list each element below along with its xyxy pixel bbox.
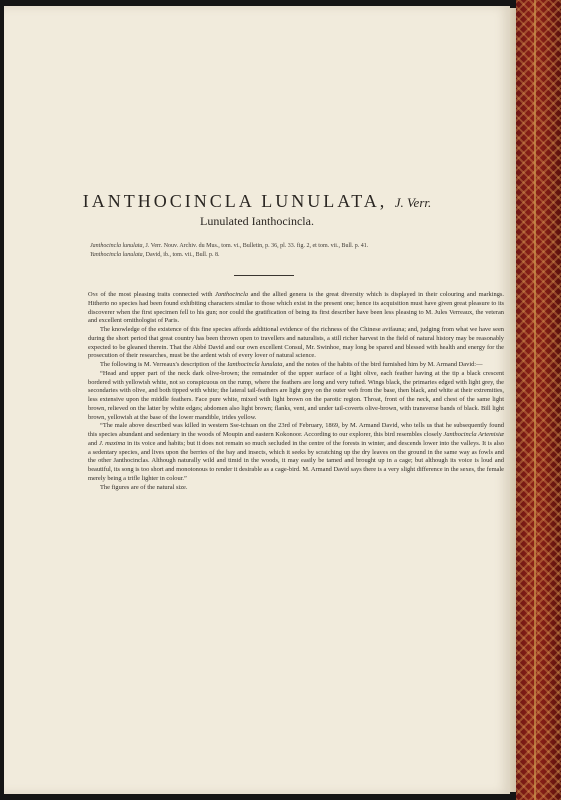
book-binding (516, 0, 561, 800)
synonym-name: Yanthocincla lunulata, (90, 252, 145, 258)
section-divider (234, 275, 294, 276)
text-run: , and the notes of the habits of the bird furnished him by M. Armand David:— (282, 361, 483, 368)
paragraph: The figures are of the natural size. (100, 483, 188, 491)
binding-gilt-line (534, 0, 536, 800)
synonymy-line (90, 242, 510, 251)
species-name: IANTHOCINCLA LUNULATA, (82, 191, 388, 211)
species-authority: J. Verr. (394, 195, 432, 210)
text-run: and the allied genera is the great diversity which is displayed in their colouring and markings. Hitherto no species had been found exhibiting characters similar to those which exist in the present one; hence its acquisition must have given great pleasure to its discoverer when the first specimen fell to his gun; nor could the gratification of being its first describer have been less pleasing to M. Jules Verreaux, the veteran and excellent ornithologist of Paris. (88, 291, 504, 325)
species-name-inline: J. maxima (98, 439, 126, 447)
synonymy-block (90, 242, 510, 260)
synonym-name: Janthocincla lunulata, (90, 243, 144, 249)
paragraph: “Head and upper part of the neck dark olive-brown; the remainder of the upper surface of a light olive, each feather having at the tip a black crescent bordered with yellowish white, not so conspicuous on the rump, where the feathers are long and very tufted. Wings black, the primaries edged with light grey, the secondaries with olive, and both tipped with white; the lateral tail-feathers are light grey on the outer web from the base, then black, and white at their extremities, less extensive upon the middle feathers. Face pure white, mixed with light brown on the parotic region. Throat, front of the neck, and chest of the same light brown, relieved on the latter by white edges; abdomen also light brown; flanks, vent, and under tail-coverts olive-brown, with transverse bands of black. Bill light brown, yellowish at the base of the lower mandible, irides yellow. (88, 369, 504, 421)
text-run: The following is M. Verreaux's description of the (100, 361, 228, 368)
paragraph (88, 422, 504, 483)
drop-word: One (88, 291, 98, 298)
synonymy-line (90, 251, 510, 260)
species-name-inline: Ianthocincla lunulata (227, 361, 283, 368)
text-run: “The male above described was killed in western Sse-tchuan on the 23rd of February, 1869, by M. Armand David, who tells us that he subsequently found this species abundant and sedentary in the woods of Moupin and eastern Kokonoor. According to our explorer, this bird resembles closely (88, 422, 504, 438)
common-name: Lunulated Ianthocincla. (200, 214, 314, 228)
text-run: of the most pleasing traits connected with (97, 291, 216, 298)
text-run: in its voice and habits; but it does not remain so much secluded in the centre of the forests in winter, and descends lower into the valleys. It is also a sedentary species, and lives upon the berries of the bay and insects, which it seeks by scratching up the dry leaves on the ground in the same way as fowls and the other Janthocinclas. Although naturally wild and timid in the woods, it may easily be tamed and brought up in a cage; but although its voice is loud and beautiful, its song is too short and monotonous to render it desirable as a cage-bird. M. Armand David says there is a very slight difference in the sexes, the female merely being a trifle lighter in colour.” (88, 439, 505, 482)
text-run: and (88, 439, 99, 447)
paragraph (88, 291, 504, 326)
paragraph: The knowledge of the existence of this fine species affords additional evidence of the richness of the Chinese avifauna; and, judging from what we have seen during the short period that great country has been thrown open to travellers and naturalists, a still richer harvest in the field of natural history may be reasonably expected to be gleaned therein. That the Abbé David and our own excellent Consul, Mr. Swinhoe, may long be spared and blessed with health and energy for the prosecution of their researches, must be the ardent wish of every lover of natural science. (88, 326, 504, 360)
paragraph (88, 361, 504, 370)
body-text (88, 291, 504, 492)
synonym-ref: J. Verr. Nouv. Archiv. du Mus., tom. vi., Bulletin, p. 36, pl. 33. fig. 2, et tom. vii., Bull. p. 41. (145, 243, 369, 249)
synonym-ref: David, ib., tom. vii., Bull. p. 8. (145, 252, 220, 258)
genus-name: Janthocincla (215, 291, 249, 298)
page (4, 6, 510, 794)
species-title (4, 191, 510, 212)
species-name-inline: Janthocincla Artemisiæ (443, 431, 504, 438)
